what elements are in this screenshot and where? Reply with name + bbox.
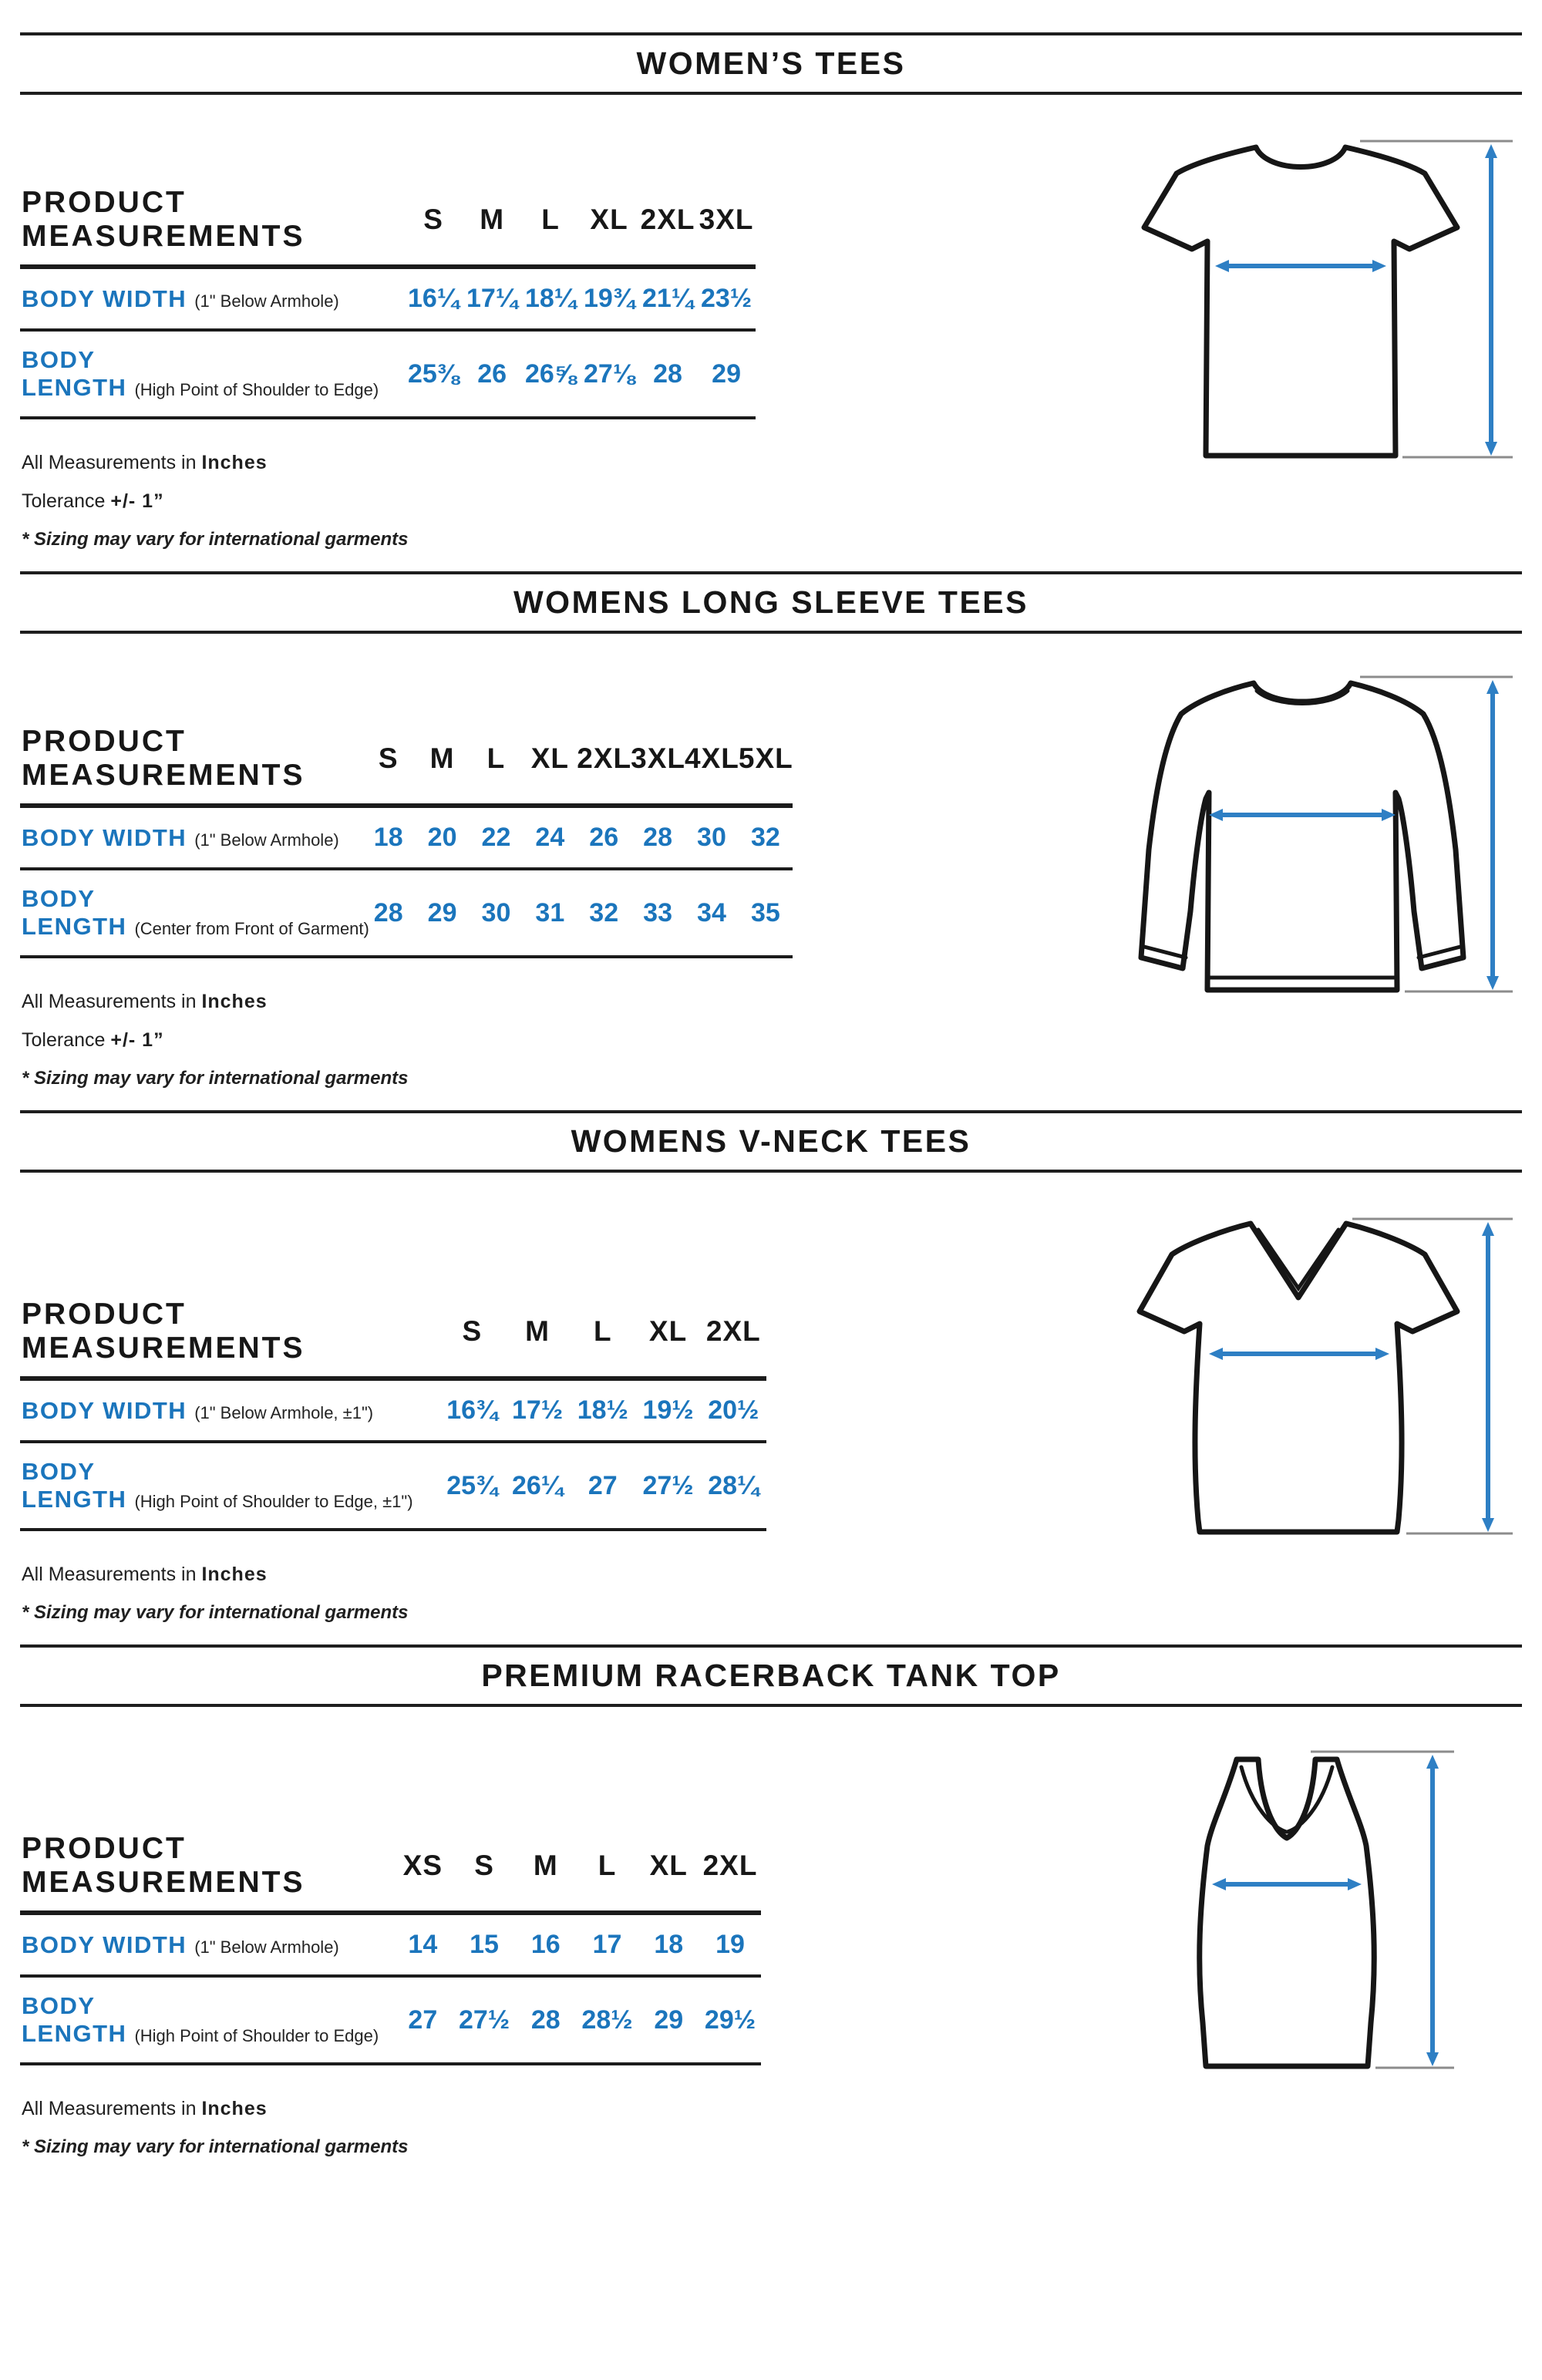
row-label: BODY LENGTH	[22, 885, 127, 940]
short-sleeve-tee-illustration	[1090, 118, 1522, 480]
measurement-value: 26¼	[511, 1470, 564, 1500]
body-length-arrow	[1485, 144, 1497, 456]
measurements-table	[20, 1832, 761, 2065]
table-row-body-length	[20, 1442, 766, 1530]
section-title: WOMENS LONG SLEEVE TEES	[513, 584, 1029, 620]
footnotes	[20, 991, 1071, 1089]
column-header-product-measurements: PRODUCT MEASUREMENTS	[22, 186, 305, 253]
measurement-value: 16¾	[446, 1395, 498, 1425]
measurement-value: 28½	[581, 2005, 633, 2035]
measurements-note: All Measurements in Inches	[22, 1564, 268, 1585]
table-row-body-length	[20, 869, 793, 957]
row-label: BODY WIDTH	[22, 1931, 187, 1958]
measurement-value: 16	[530, 1930, 561, 1959]
measurement-value: 25¾	[446, 1470, 498, 1500]
section-womens-long-sleeve-tees	[20, 571, 1522, 1106]
measurement-value: 27½	[458, 2005, 510, 2035]
column-header-size: 2XL	[640, 204, 695, 235]
column-header-size: L	[598, 1850, 617, 1881]
footnotes	[20, 452, 1071, 550]
measurement-value: 28	[653, 359, 682, 389]
section-premium-racerback-tank-top	[20, 1644, 1522, 2174]
measurement-value: 31	[535, 897, 565, 927]
table-row-body-length	[20, 330, 756, 418]
measurement-value: 22	[481, 823, 511, 852]
row-label-note: (1" Below Armhole)	[194, 830, 339, 850]
column-header-size: L	[593, 1315, 612, 1347]
v-neck-tee-illustration	[1090, 1196, 1522, 1558]
row-label-cell	[20, 806, 362, 869]
row-label-cell	[20, 1913, 392, 1976]
table-header-row	[20, 1298, 766, 1379]
row-label-cell	[20, 267, 404, 330]
column-header-size: XL	[590, 204, 628, 235]
tolerance-note: Tolerance +/- 1”	[22, 1029, 164, 1051]
column-header-product-measurements: PRODUCT MEASUREMENTS	[22, 1298, 305, 1365]
column-header-size: XL	[649, 1850, 688, 1881]
column-header-size: M	[429, 742, 455, 774]
measurement-value: 29	[712, 359, 741, 389]
row-label-note: (High Point of Shoulder to Edge, ±1")	[134, 1492, 413, 1511]
footnotes	[20, 1564, 1071, 1624]
table-row-body-width	[20, 1913, 761, 1976]
measurements-note: All Measurements in Inches	[22, 2098, 268, 2119]
measurement-value: 14	[408, 1930, 438, 1959]
footnotes	[20, 2098, 1071, 2158]
measurement-value: 29	[427, 897, 457, 927]
measurement-value: 18	[654, 1930, 684, 1959]
measurements-note: All Measurements in Inches	[22, 452, 268, 473]
table-row-body-width	[20, 1379, 766, 1442]
measurement-value: 29	[654, 2005, 684, 2035]
row-label-cell	[20, 1442, 439, 1530]
measurement-value: 17	[592, 1930, 622, 1959]
divider	[20, 1644, 1522, 1648]
measurement-value: 17½	[511, 1395, 564, 1425]
racerback-tank-illustration	[1121, 1730, 1476, 2092]
column-header-size: 2XL	[705, 1315, 761, 1347]
measurement-value: 27⅛	[583, 359, 635, 389]
measurement-value: 18½	[577, 1395, 628, 1425]
measurement-value: 28¼	[708, 1470, 759, 1500]
column-header-size: 5XL	[738, 742, 793, 774]
row-label-note: (1" Below Armhole)	[194, 291, 339, 311]
column-header-size: M	[525, 1315, 550, 1347]
section-title: WOMEN’S TEES	[636, 45, 906, 81]
table-header-row	[20, 1832, 761, 1913]
measurement-value: 18¼	[524, 284, 577, 313]
column-header-size: S	[474, 1850, 494, 1881]
measurement-value: 30	[697, 823, 726, 852]
column-header-size: XL	[530, 742, 569, 774]
section-womens-v-neck-tees	[20, 1110, 1522, 1640]
table-row-body-width	[20, 267, 756, 330]
column-header-product-measurements: PRODUCT MEASUREMENTS	[22, 1832, 305, 1899]
column-header-size: 2XL	[702, 1850, 758, 1881]
divider	[20, 32, 1522, 35]
section-womens-tees	[20, 32, 1522, 567]
tee-outline	[1144, 147, 1457, 456]
table-header-row	[20, 725, 793, 806]
measurement-value: 19½	[642, 1395, 694, 1425]
measurement-value: 19	[715, 1930, 745, 1959]
column-header-size: 4XL	[685, 742, 739, 774]
row-label: BODY LENGTH	[22, 1458, 127, 1513]
measurement-value: 20½	[708, 1395, 759, 1425]
measurement-value: 33	[643, 897, 672, 927]
row-label: BODY WIDTH	[22, 284, 187, 312]
row-label: BODY LENGTH	[22, 1992, 127, 2047]
section-title: PREMIUM RACERBACK TANK TOP	[481, 1658, 1061, 1693]
sizing-note: * Sizing may vary for international garments	[22, 529, 409, 550]
column-header-size: XL	[648, 1315, 688, 1347]
column-header-size: 2XL	[577, 742, 632, 774]
measurement-value: 20	[427, 823, 457, 852]
table-header-row	[20, 186, 756, 267]
column-header-size: S	[423, 204, 443, 235]
column-header-size: M	[480, 204, 505, 235]
racerback-outline	[1200, 1759, 1375, 2066]
column-header-size: XS	[402, 1850, 443, 1881]
measurement-value: 27	[588, 1470, 618, 1500]
measurements-table	[20, 1298, 766, 1531]
measurement-value: 15	[470, 1930, 499, 1959]
column-header-size: L	[487, 742, 506, 774]
measurement-value: 24	[535, 823, 565, 852]
row-label-note: (High Point of Shoulder to Edge)	[134, 380, 379, 399]
measurement-value: 23½	[700, 284, 752, 313]
measurement-value: 27½	[642, 1470, 694, 1500]
measurement-value: 32	[589, 897, 619, 927]
measurement-value: 25⅜	[408, 359, 460, 389]
measurement-value: 34	[697, 897, 726, 927]
measurement-value: 32	[750, 823, 780, 852]
measurement-value: 28	[373, 897, 403, 927]
measurement-value: 26⅝	[524, 359, 577, 389]
column-header-size: S	[378, 742, 399, 774]
measurement-value: 16¼	[408, 284, 460, 313]
column-header-size: 3XL	[631, 742, 686, 774]
measurements-note: All Measurements in Inches	[22, 991, 268, 1012]
measurement-value: 29½	[704, 2005, 756, 2035]
column-header-size: L	[541, 204, 560, 235]
measurement-value: 18	[373, 823, 403, 852]
row-label-cell	[20, 1379, 439, 1442]
row-label: BODY WIDTH	[22, 823, 187, 851]
column-header-product-measurements: PRODUCT MEASUREMENTS	[22, 725, 305, 792]
divider	[20, 571, 1522, 574]
column-header-size: M	[533, 1850, 558, 1881]
section-title: WOMENS V-NECK TEES	[571, 1123, 971, 1159]
row-label-cell	[20, 869, 369, 957]
long-sleeve-outline	[1141, 683, 1463, 990]
measurement-value: 21¼	[641, 284, 694, 313]
row-label-note: (Center from Front of Garment)	[134, 919, 369, 938]
sizing-note: * Sizing may vary for international garments	[22, 1068, 409, 1089]
measurements-table	[20, 186, 756, 419]
row-label-note: (High Point of Shoulder to Edge)	[134, 2026, 379, 2045]
measurement-value: 17¼	[466, 284, 518, 313]
table-row-body-length	[20, 1976, 761, 2064]
measurement-value: 26	[589, 823, 619, 852]
measurement-value: 26	[477, 359, 507, 389]
measurement-value: 35	[750, 897, 780, 927]
body-length-arrow	[1482, 1222, 1494, 1532]
measurement-value: 27	[408, 2005, 438, 2035]
v-neck-outline	[1140, 1224, 1457, 1532]
row-label-cell	[20, 330, 404, 418]
long-sleeve-tee-illustration	[1090, 657, 1522, 1019]
divider	[20, 1110, 1522, 1113]
measurement-value: 19¾	[583, 284, 635, 313]
tolerance-note: Tolerance +/- 1”	[22, 490, 164, 512]
row-label-note: (1" Below Armhole)	[194, 1937, 339, 1957]
row-label: BODY WIDTH	[22, 1396, 187, 1424]
sizing-note: * Sizing may vary for international garments	[22, 2136, 409, 2157]
measurement-value: 28	[643, 823, 672, 852]
body-length-arrow	[1486, 680, 1499, 990]
table-row-body-width	[20, 806, 793, 869]
row-label-note: (1" Below Armhole, ±1")	[194, 1402, 374, 1422]
sizing-note: * Sizing may vary for international garments	[22, 1602, 409, 1623]
column-header-size: S	[462, 1315, 483, 1347]
row-label-cell	[20, 1976, 392, 2064]
row-label: BODY LENGTH	[22, 346, 127, 401]
measurement-value: 30	[481, 897, 511, 927]
column-header-size: 3XL	[699, 204, 754, 235]
measurements-table	[20, 725, 793, 958]
measurement-value: 28	[530, 2005, 561, 2035]
body-length-arrow	[1426, 1755, 1439, 2066]
